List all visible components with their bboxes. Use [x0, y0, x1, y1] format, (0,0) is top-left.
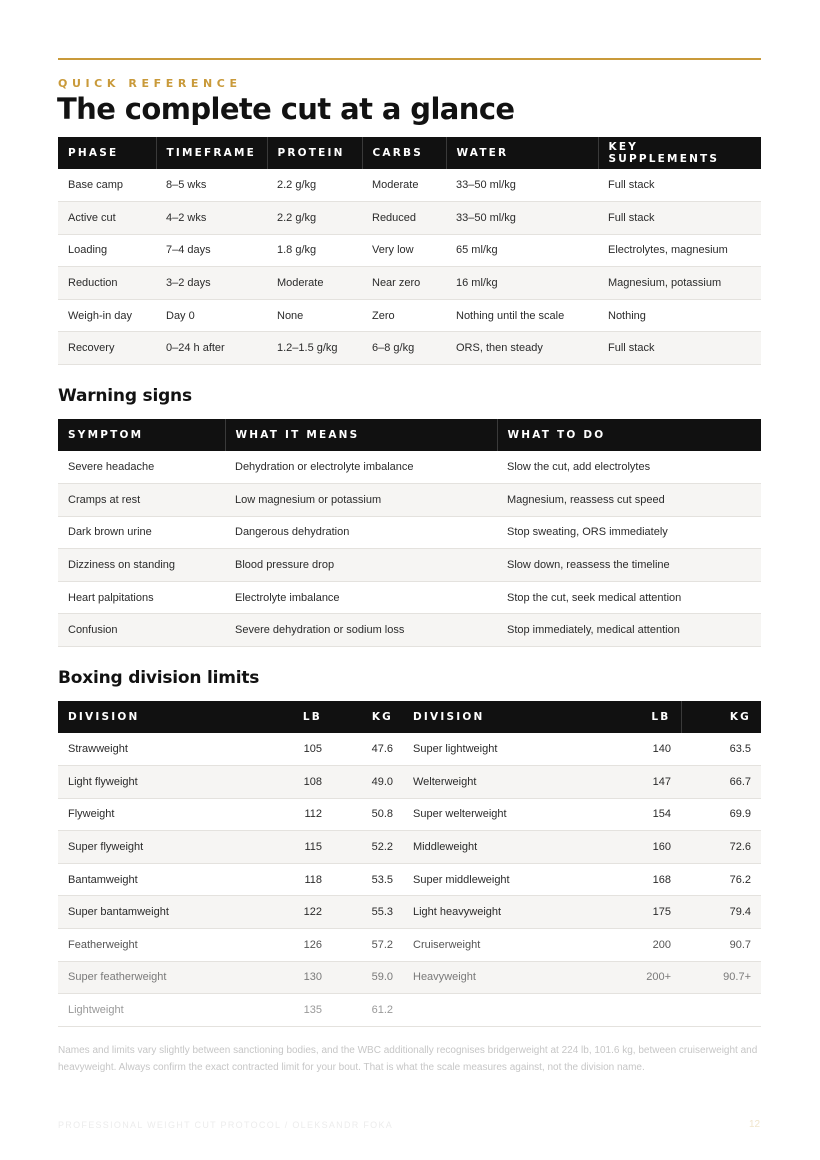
table-cell: Low magnesium or potassium — [225, 484, 497, 517]
table-row — [58, 267, 761, 300]
table-cell: 140 — [611, 733, 681, 766]
table-row — [58, 863, 761, 896]
table-cell — [681, 994, 761, 1027]
table-cell: 168 — [611, 863, 681, 896]
header-phase: PHASE — [58, 137, 156, 169]
table-cell: Slow the cut, add electrolytes — [497, 451, 761, 484]
table-row — [58, 896, 761, 929]
table-row — [58, 234, 761, 267]
table-cell: 130 — [268, 961, 332, 994]
header-key-supplements: KEY SUPPLEMENTS — [598, 137, 761, 169]
table-cell: 122 — [268, 896, 332, 929]
table-cell: 1.2–1.5 g/kg — [267, 332, 362, 365]
table-cell: 33–50 ml/kg — [446, 202, 598, 235]
table-cell: Electrolytes, magnesium — [598, 234, 761, 267]
divisions-header-row — [58, 701, 761, 733]
table-cell: Heavyweight — [403, 961, 611, 994]
table-cell: 57.2 — [332, 929, 403, 962]
section-heading-warning-signs: Warning signs — [58, 386, 192, 406]
table-cell: 61.2 — [332, 994, 403, 1027]
table-cell: 2.2 g/kg — [267, 202, 362, 235]
table-cell: 59.0 — [332, 961, 403, 994]
table-cell: Dizziness on standing — [58, 549, 225, 582]
table-cell: Moderate — [362, 169, 446, 202]
table-cell: Full stack — [598, 202, 761, 235]
table-row — [58, 332, 761, 365]
table-row — [58, 299, 761, 332]
table-cell: 72.6 — [681, 831, 761, 864]
running-footer: PROFESSIONAL WEIGHT CUT PROTOCOL / OLEKSANDR FOKA — [58, 1120, 394, 1130]
table-cell: Dark brown urine — [58, 516, 225, 549]
table-cell: Light flyweight — [58, 766, 268, 799]
boxing-divisions-table — [58, 701, 761, 1027]
header-division: DIVISION — [58, 701, 268, 733]
table-cell: 175 — [611, 896, 681, 929]
table-row — [58, 451, 761, 484]
phases-header-row — [58, 137, 761, 169]
table-cell: 52.2 — [332, 831, 403, 864]
table-cell: 3–2 days — [156, 267, 267, 300]
table-row — [58, 169, 761, 202]
table-cell: 69.9 — [681, 798, 761, 831]
table-cell: 118 — [268, 863, 332, 896]
header-carbs: CARBS — [362, 137, 446, 169]
table-cell: 90.7 — [681, 929, 761, 962]
table-cell: ORS, then steady — [446, 332, 598, 365]
header-protein: PROTEIN — [267, 137, 362, 169]
table-cell: Blood pressure drop — [225, 549, 497, 582]
table-cell: Zero — [362, 299, 446, 332]
table-cell: Middleweight — [403, 831, 611, 864]
header-water: WATER — [446, 137, 598, 169]
table-cell: Severe dehydration or sodium loss — [225, 614, 497, 647]
table-cell: Bantamweight — [58, 863, 268, 896]
table-cell: 2.2 g/kg — [267, 169, 362, 202]
table-cell: 200+ — [611, 961, 681, 994]
table-cell: 50.8 — [332, 798, 403, 831]
warning-header-row — [58, 419, 761, 451]
header-symptom: SYMPTOM — [58, 419, 225, 451]
table-cell: Stop sweating, ORS immediately — [497, 516, 761, 549]
table-cell: 63.5 — [681, 733, 761, 766]
table-cell: Slow down, reassess the timeline — [497, 549, 761, 582]
table-row — [58, 831, 761, 864]
table-cell: Recovery — [58, 332, 156, 365]
table-cell: Reduced — [362, 202, 446, 235]
table-cell: 6–8 g/kg — [362, 332, 446, 365]
header-kg: KG — [681, 701, 761, 733]
table-cell: Nothing — [598, 299, 761, 332]
table-cell: 154 — [611, 798, 681, 831]
table-cell: Light heavyweight — [403, 896, 611, 929]
table-row — [58, 614, 761, 647]
table-cell: Electrolyte imbalance — [225, 581, 497, 614]
page-title: The complete cut at a glance — [57, 92, 515, 126]
table-cell: Super flyweight — [58, 831, 268, 864]
table-cell: 76.2 — [681, 863, 761, 896]
table-cell: Super middleweight — [403, 863, 611, 896]
table-cell: Near zero — [362, 267, 446, 300]
table-cell: None — [267, 299, 362, 332]
table-cell: 33–50 ml/kg — [446, 169, 598, 202]
table-cell: 16 ml/kg — [446, 267, 598, 300]
table-row — [58, 961, 761, 994]
table-cell: 112 — [268, 798, 332, 831]
table-cell: Moderate — [267, 267, 362, 300]
table-cell: 115 — [268, 831, 332, 864]
table-cell: Strawweight — [58, 733, 268, 766]
table-cell: Magnesium, reassess cut speed — [497, 484, 761, 517]
table-cell: 160 — [611, 831, 681, 864]
table-cell: 7–4 days — [156, 234, 267, 267]
header-timeframe: TIMEFRAME — [156, 137, 267, 169]
table-cell: 105 — [268, 733, 332, 766]
header-division: DIVISION — [403, 701, 611, 733]
table-row — [58, 202, 761, 235]
table-cell: Very low — [362, 234, 446, 267]
phases-table — [58, 137, 761, 365]
table-cell — [403, 994, 611, 1027]
table-cell: Stop immediately, medical attention — [497, 614, 761, 647]
table-cell: Magnesium, potassium — [598, 267, 761, 300]
table-row — [58, 733, 761, 766]
table-cell: 79.4 — [681, 896, 761, 929]
table-row — [58, 484, 761, 517]
table-row — [58, 766, 761, 799]
table-cell: Heart palpitations — [58, 581, 225, 614]
table-cell: 8–5 wks — [156, 169, 267, 202]
header-lb: LB — [268, 701, 332, 733]
table-cell: 135 — [268, 994, 332, 1027]
table-cell: 1.8 g/kg — [267, 234, 362, 267]
table-cell: Welterweight — [403, 766, 611, 799]
table-cell: Super bantamweight — [58, 896, 268, 929]
header-what-to-do: WHAT TO DO — [497, 419, 761, 451]
table-cell: Lightweight — [58, 994, 268, 1027]
table-cell: Full stack — [598, 169, 761, 202]
header-what-it-means: WHAT IT MEANS — [225, 419, 497, 451]
table-cell: 147 — [611, 766, 681, 799]
table-cell: Weigh-in day — [58, 299, 156, 332]
table-cell: 126 — [268, 929, 332, 962]
table-cell: Active cut — [58, 202, 156, 235]
table-row — [58, 994, 761, 1027]
section-heading-boxing-divisions: Boxing division limits — [58, 668, 260, 688]
top-accent-rule — [58, 58, 761, 60]
table-cell: 200 — [611, 929, 681, 962]
table-cell: 90.7+ — [681, 961, 761, 994]
eyebrow-label: QUICK REFERENCE — [58, 77, 242, 90]
table-cell: Dangerous dehydration — [225, 516, 497, 549]
table-cell: 0–24 h after — [156, 332, 267, 365]
table-row — [58, 516, 761, 549]
table-cell — [611, 994, 681, 1027]
table-cell: 4–2 wks — [156, 202, 267, 235]
table-cell: Base camp — [58, 169, 156, 202]
table-cell: 66.7 — [681, 766, 761, 799]
table-cell: 55.3 — [332, 896, 403, 929]
table-cell: Cramps at rest — [58, 484, 225, 517]
table-cell: 53.5 — [332, 863, 403, 896]
table-cell: 47.6 — [332, 733, 403, 766]
header-kg: KG — [332, 701, 403, 733]
table-cell: Reduction — [58, 267, 156, 300]
table-cell: Super welterweight — [403, 798, 611, 831]
table-cell: Full stack — [598, 332, 761, 365]
table-row — [58, 549, 761, 582]
table-cell: Confusion — [58, 614, 225, 647]
footnote: Names and limits vary slightly between sanctioning bodies, and the WBC additionally recognises bridgerweight at 224 lb, 101.6 kg, between cruiserweight and heavyweight. Always confirm the exact contracted limit for your bout. That is what the scale measures against, not the division name. — [58, 1045, 758, 1073]
table-cell: 65 ml/kg — [446, 234, 598, 267]
table-cell: Severe headache — [58, 451, 225, 484]
table-cell: Cruiserweight — [403, 929, 611, 962]
table-cell: Dehydration or electrolyte imbalance — [225, 451, 497, 484]
table-cell: 49.0 — [332, 766, 403, 799]
table-cell: 108 — [268, 766, 332, 799]
table-cell: Super lightweight — [403, 733, 611, 766]
warning-signs-table — [58, 419, 761, 647]
page-number: 12 — [749, 1119, 761, 1130]
table-cell: Day 0 — [156, 299, 267, 332]
table-row — [58, 929, 761, 962]
table-cell: Loading — [58, 234, 156, 267]
table-row — [58, 581, 761, 614]
table-cell: Flyweight — [58, 798, 268, 831]
table-cell: Stop the cut, seek medical attention — [497, 581, 761, 614]
table-row — [58, 798, 761, 831]
table-cell: Super featherweight — [58, 961, 268, 994]
table-cell: Featherweight — [58, 929, 268, 962]
header-lb: LB — [611, 701, 681, 733]
table-cell: Nothing until the scale — [446, 299, 598, 332]
